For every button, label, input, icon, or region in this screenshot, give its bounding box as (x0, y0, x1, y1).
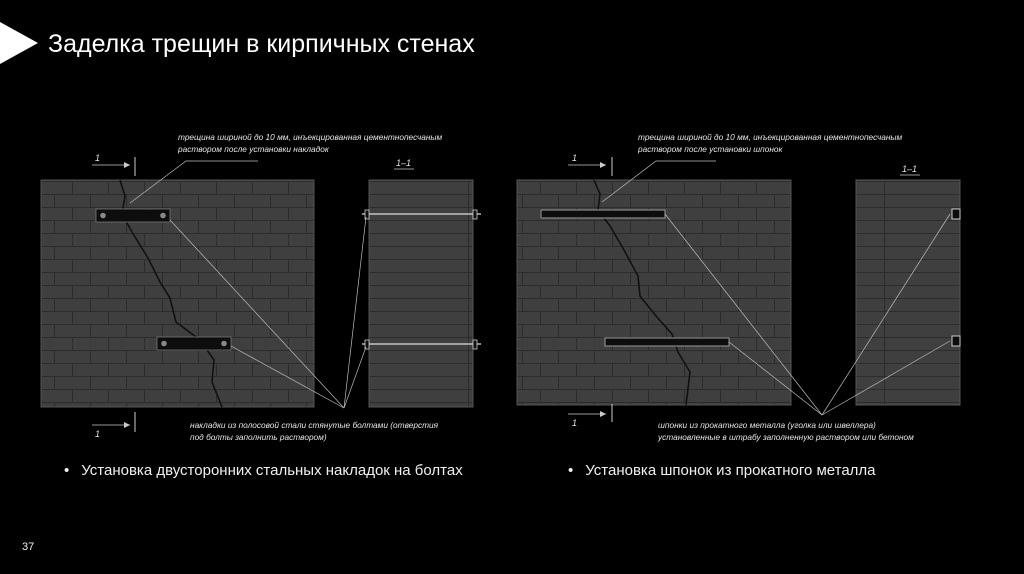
svg-text:1: 1 (572, 153, 578, 163)
right-steel-key-top (541, 210, 665, 218)
right-crack-note-line1: трещина шириной до 10 мм, инъекцированная цементнопесчаным (638, 132, 903, 142)
right-element-note-line1: шпонки из прокатного металла (уголка или швеллера) (658, 420, 876, 430)
bullet-left (64, 462, 463, 479)
page-title: Заделка трещин в кирпичных стенах (48, 30, 475, 58)
left-element-note-line2: под болты заполнить раствором) (190, 432, 327, 442)
left-cut-mark-top (92, 153, 135, 176)
bullet-dot: • (568, 462, 574, 479)
left-element-note-line1: накладки из полосовой стали стянутые болтами (отверстия (190, 420, 439, 430)
right-diagram (517, 132, 960, 442)
svg-text:1: 1 (95, 153, 101, 163)
svg-text:1: 1 (95, 429, 101, 439)
right-element-note-line2: установленные в штрабу заполненную раствором или бетоном (658, 432, 914, 442)
left-steel-plate-top (96, 209, 170, 222)
left-crack-note-line2: раствором после установки накладок (178, 144, 329, 154)
left-steel-plate-bottom (157, 337, 231, 350)
svg-text:1: 1 (572, 418, 578, 428)
page-number: 37 (22, 541, 35, 553)
left-wall-elevation (41, 180, 314, 407)
left-diagram (41, 132, 481, 442)
left-crack-note-line1: трещина шириной до 10 мм, инъекцированная цементнопесчаным (178, 132, 443, 142)
bullet-right (568, 462, 876, 479)
right-crack-note-line2: раствором после установки шпонок (638, 144, 783, 154)
right-section-label: 1–1 (902, 164, 918, 174)
right-cut-mark-bottom (568, 404, 612, 428)
right-wall-section (856, 180, 960, 405)
right-cut-mark-top (568, 153, 612, 176)
right-steel-key-bottom (605, 338, 729, 346)
left-section-label: 1–1 (396, 158, 412, 168)
right-section-key-bottom (952, 336, 960, 346)
bullet-right-text: Установка шпонок из прокатного металла (585, 462, 876, 479)
bullet-left-text: Установка двусторонних стальных накладок на болтах (81, 462, 463, 479)
left-cut-mark-bottom (92, 412, 135, 439)
bullet-dot: • (64, 462, 70, 479)
right-section-key-top (952, 209, 960, 219)
